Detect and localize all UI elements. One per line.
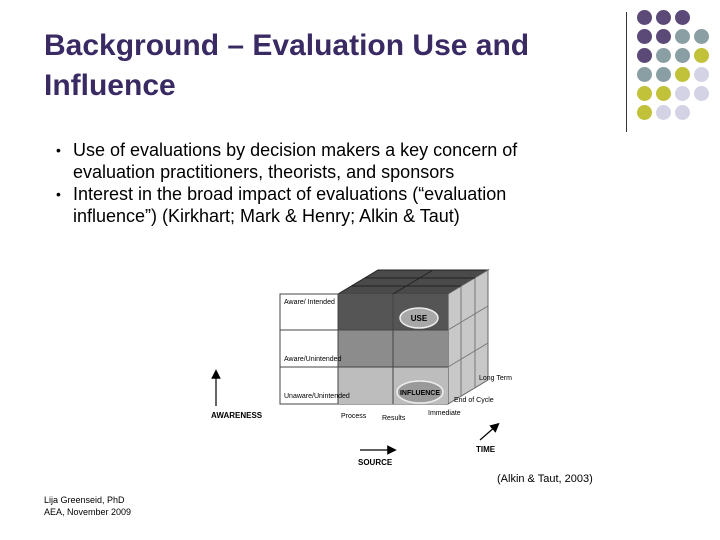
decorative-dot — [675, 10, 690, 25]
row-label-unaware-unintended: Unaware/Unintended — [284, 393, 350, 400]
decorative-dot — [637, 105, 652, 120]
decorative-dot — [656, 67, 671, 82]
slide-title-line-1: Background – Evaluation Use and — [44, 29, 530, 62]
column-label-results: Results — [382, 415, 406, 422]
bullet-mark: • — [56, 186, 61, 202]
decorative-dot — [656, 105, 671, 120]
time-label-end-of-cycle: End of Cycle — [454, 397, 494, 404]
bullet-item — [56, 183, 636, 227]
slide-footer — [44, 494, 131, 518]
bullet-mark: • — [56, 142, 61, 158]
bullet-text-line: evaluation practitioners, theorists, and sponsors — [73, 162, 455, 182]
influence-label: INFLUENCE — [399, 390, 441, 397]
slide-title-line-2: Influence — [44, 69, 176, 102]
use-influence-cube-diagram — [200, 268, 520, 473]
decorative-dot — [675, 67, 690, 82]
decorative-dot — [694, 29, 709, 44]
row-label-aware-unintended: Aware/Unintended — [284, 356, 342, 363]
decorative-dot — [656, 29, 671, 44]
figure-citation: (Alkin & Taut, 2003) — [497, 473, 593, 485]
divider-line — [626, 12, 627, 132]
bullet-text-line: influence”) (Kirkhart; Mark & Henry; Alkin & Taut) — [73, 206, 460, 226]
decorative-dot — [656, 86, 671, 101]
bullet-text-line: Use of evaluations by decision makers a key concern of — [73, 140, 518, 160]
awareness-axis-label: AWARENESS — [211, 411, 263, 420]
decorative-dot — [675, 105, 690, 120]
decorative-dot — [637, 10, 652, 25]
decorative-dot — [694, 67, 709, 82]
decorative-dot — [675, 86, 690, 101]
row-label-aware-intended: Aware/ Intended — [284, 299, 335, 306]
decorative-dot — [656, 48, 671, 63]
bullet-text-line: Interest in the broad impact of evaluations (“evaluation — [73, 184, 507, 204]
decorative-dot — [675, 29, 690, 44]
decorative-dot — [656, 10, 671, 25]
decorative-dot — [637, 48, 652, 63]
decorative-dot — [637, 67, 652, 82]
decorative-dot — [694, 86, 709, 101]
cube-right-face — [448, 270, 488, 404]
decorative-dot — [694, 48, 709, 63]
decorative-dot — [637, 29, 652, 44]
decorative-dot — [637, 86, 652, 101]
decorative-dot — [675, 48, 690, 63]
bullet-item — [56, 139, 636, 183]
use-label: USE — [410, 314, 428, 323]
footer-author: Lija Greenseid, PhD — [44, 495, 125, 505]
bullet-list — [56, 139, 636, 227]
slide-title — [44, 26, 624, 106]
time-label-immediate: Immediate — [428, 410, 461, 417]
column-label-process: Process — [341, 413, 367, 420]
time-arrow — [480, 426, 496, 440]
source-axis-label: SOURCE — [358, 458, 393, 467]
footer-event: AEA, November 2009 — [44, 507, 132, 517]
time-label-long-term: Long Term — [479, 375, 512, 382]
time-axis-label: TIME — [476, 445, 496, 454]
